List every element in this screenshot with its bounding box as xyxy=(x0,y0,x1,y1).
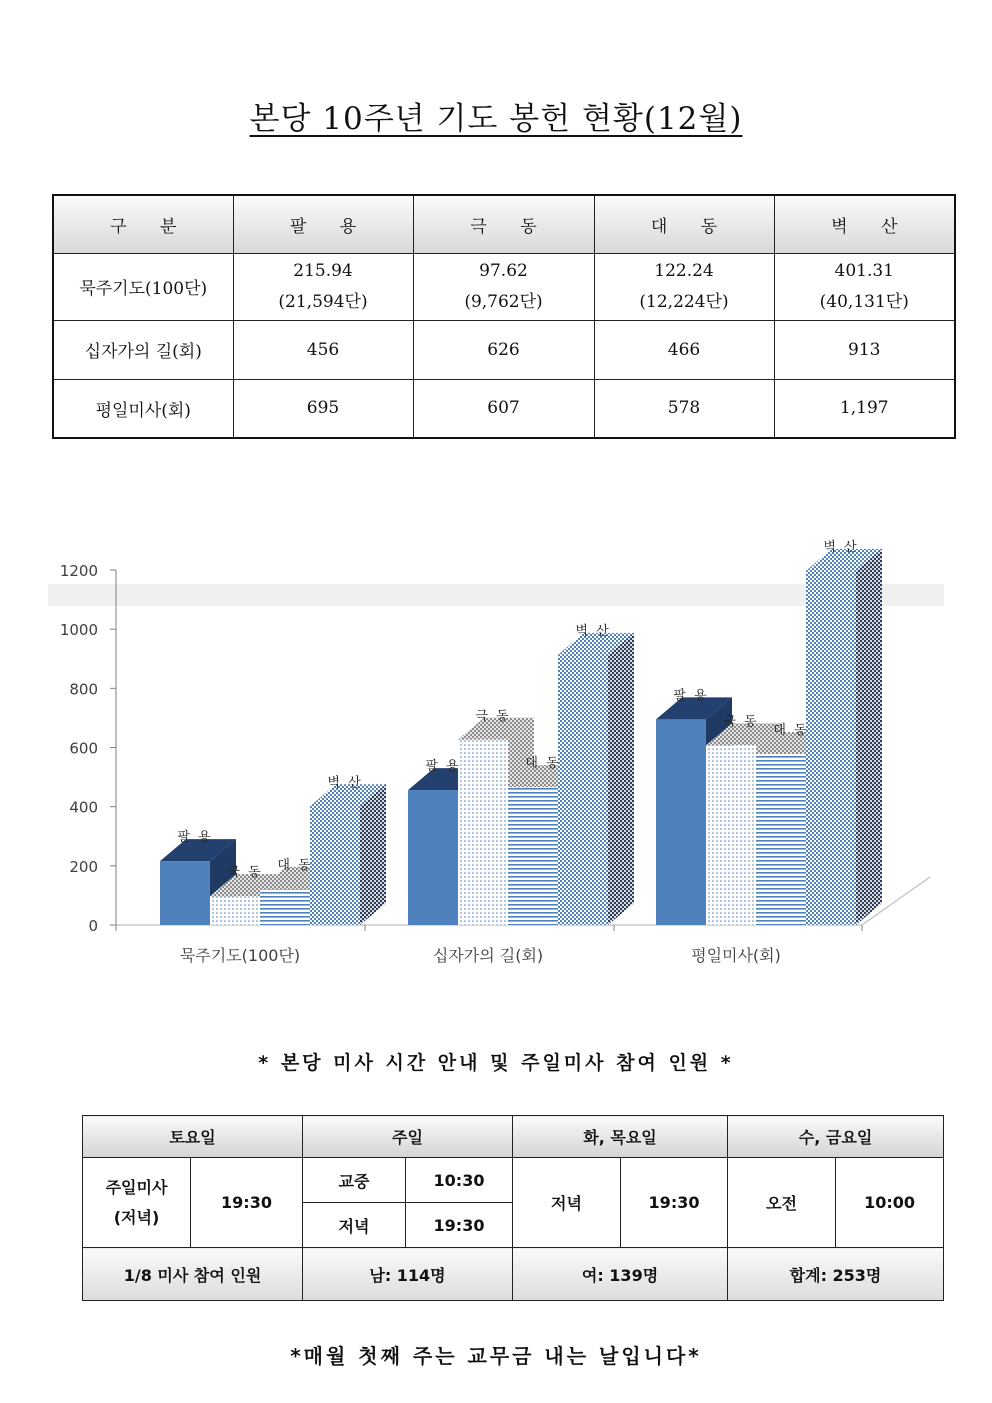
x-category-label: 평일미사(회) xyxy=(691,946,781,965)
sunday-main-label: 교중 xyxy=(303,1158,406,1203)
table-row xyxy=(53,320,955,379)
y-tick-label: 600 xyxy=(69,739,98,758)
row-label: 십자가의 길(회) xyxy=(53,320,233,379)
footer-notice: *매월 첫째 주는 교무금 내는 날입니다* xyxy=(290,1344,702,1368)
table-cell: 466 xyxy=(594,320,774,379)
y-tick-label: 800 xyxy=(69,680,98,699)
header-geukdong: 극 동 xyxy=(413,195,594,253)
table-cell: 97.62 (9,762단) xyxy=(413,253,594,320)
bar-data-label: 대 동 xyxy=(277,857,313,873)
wed-fri-time: 10:00 xyxy=(836,1158,944,1248)
header-byeoksan: 벽 산 xyxy=(774,195,955,253)
table-cell: 122.24 (12,224단) xyxy=(594,253,774,320)
bar xyxy=(408,790,458,925)
sunday-evening-label: 저녁 xyxy=(303,1203,406,1248)
table-cell: 578 xyxy=(594,379,774,438)
bar-side xyxy=(360,784,386,925)
bar xyxy=(160,861,210,925)
attendance-male: 남: 114명 xyxy=(303,1248,513,1301)
bar-data-label: 극 동 xyxy=(227,865,263,881)
attendance-female: 여: 139명 xyxy=(513,1248,728,1301)
header-palyong: 팔 용 xyxy=(233,195,413,253)
row-label: 묵주기도(100단) xyxy=(53,253,233,320)
table-row xyxy=(83,1158,944,1203)
bar xyxy=(310,806,360,925)
bar-data-label: 극 동 xyxy=(723,714,759,730)
bar-data-label: 대 동 xyxy=(773,723,809,739)
attendance-row xyxy=(83,1248,944,1301)
mass-schedule-table xyxy=(82,1115,944,1301)
bar-data-label: 팔 용 xyxy=(177,830,213,846)
bar xyxy=(260,889,310,925)
bar-side xyxy=(856,549,882,925)
header-sunday: 주일 xyxy=(303,1116,513,1158)
bar xyxy=(756,754,806,925)
mass-header-row xyxy=(83,1116,944,1158)
prayer-stats-table xyxy=(52,194,956,439)
table-cell: 607 xyxy=(413,379,594,438)
bar xyxy=(656,719,706,925)
sunday-evening-time: 19:30 xyxy=(406,1203,513,1248)
x-category-label: 십자가의 길(회) xyxy=(432,946,544,965)
table-header-row xyxy=(53,195,955,253)
page-title: 본당 10주년 기도 봉헌 현황(12월) xyxy=(249,101,743,137)
bar xyxy=(508,787,558,925)
header-tue-thu: 화, 목요일 xyxy=(513,1116,728,1158)
saturday-mass-time: 19:30 xyxy=(191,1158,303,1248)
mass-schedule-title: * 본당 미사 시간 안내 및 주일미사 참여 인원 * xyxy=(258,1052,734,1074)
header-category: 구 분 xyxy=(53,195,233,253)
y-tick-label: 400 xyxy=(69,798,98,817)
attendance-total: 합계: 253명 xyxy=(728,1248,944,1301)
header-saturday: 토요일 xyxy=(83,1116,303,1158)
table-cell: 1,197 xyxy=(774,379,955,438)
bar-data-label: 벽 산 xyxy=(823,539,859,555)
y-tick-label: 200 xyxy=(69,857,98,876)
bar xyxy=(458,740,508,925)
tue-thu-label: 저녁 xyxy=(513,1158,621,1248)
bar-data-label: 벽 산 xyxy=(327,775,363,791)
bar xyxy=(806,571,856,925)
sunday-main-time: 10:30 xyxy=(406,1158,513,1203)
table-cell: 626 xyxy=(413,320,594,379)
attendance-label: 1/8 미사 참여 인원 xyxy=(83,1248,303,1301)
table-cell: 401.31 (40,131단) xyxy=(774,253,955,320)
saturday-mass-label: 주일미사 (저녁) xyxy=(83,1158,191,1248)
table-cell: 913 xyxy=(774,320,955,379)
header-wed-fri: 수, 금요일 xyxy=(728,1116,944,1158)
bar-data-label: 팔 용 xyxy=(673,688,709,704)
wed-fri-label: 오전 xyxy=(728,1158,836,1248)
table-cell: 456 xyxy=(233,320,413,379)
bar-data-label: 팔 용 xyxy=(425,759,461,775)
bar-data-label: 대 동 xyxy=(525,756,561,772)
row-label: 평일미사(회) xyxy=(53,379,233,438)
bar-data-label: 극 동 xyxy=(475,708,511,724)
table-row xyxy=(53,253,955,320)
table-cell: 215.94 (21,594단) xyxy=(233,253,413,320)
y-tick-label: 0 xyxy=(88,917,98,935)
bar xyxy=(210,896,260,925)
prayer-bar-chart xyxy=(40,520,960,990)
header-daedong: 대 동 xyxy=(594,195,774,253)
x-category-label: 묵주기도(100단) xyxy=(179,946,301,965)
tue-thu-time: 19:30 xyxy=(621,1158,728,1248)
y-tick-label: 1200 xyxy=(59,562,98,580)
bar-data-label: 벽 산 xyxy=(575,623,611,639)
table-cell: 695 xyxy=(233,379,413,438)
y-tick-label: 1000 xyxy=(59,621,98,640)
bar-side xyxy=(608,633,634,925)
table-row xyxy=(53,379,955,438)
bar xyxy=(558,655,608,925)
bar xyxy=(706,745,756,925)
